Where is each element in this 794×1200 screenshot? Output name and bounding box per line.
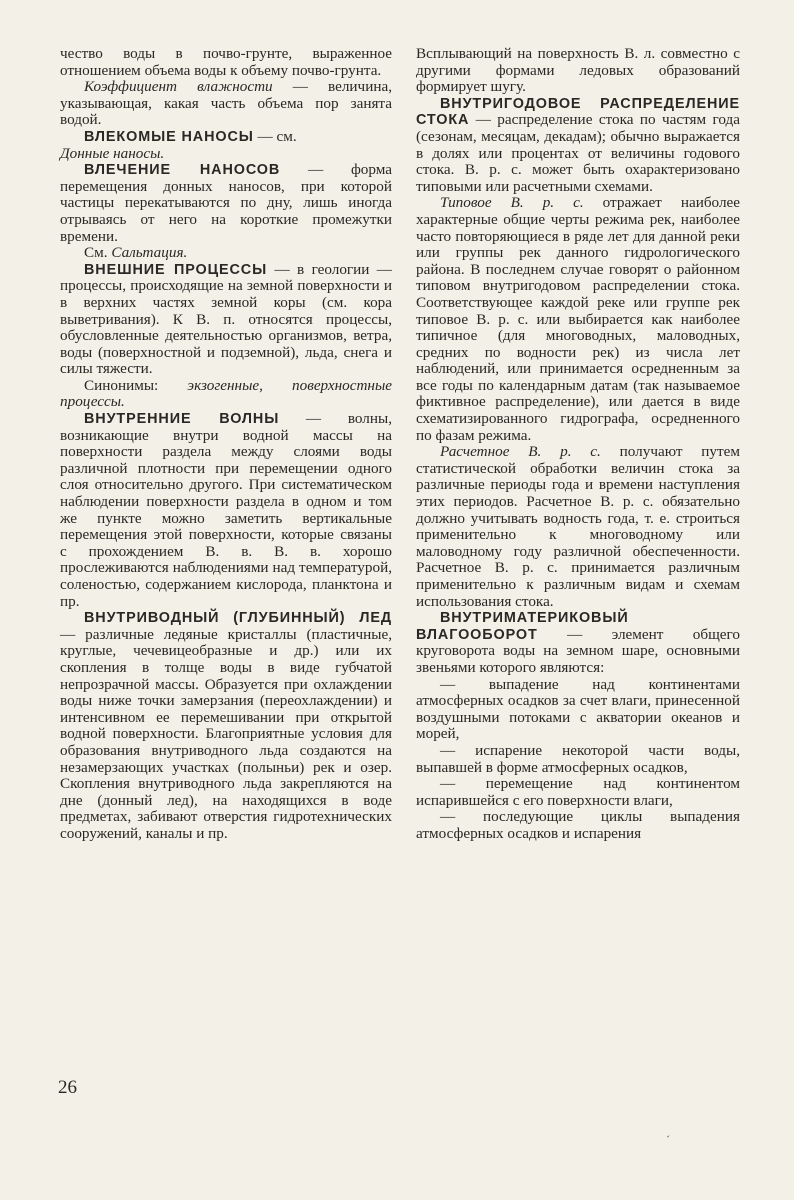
- list-item: — последующие циклы выпадения атмосферных осадков и испарения: [416, 808, 740, 842]
- subentry-tipovoe: Типовое В. р. с. отражает наиболее характерные общие черты режима рек, наиболее часто повторяющиеся в ряде лет для данной реки или группы рек данного гидрологического района. В последнем случае говорят о районном типовом внутригодовом распределении стока. Соответствующее каждой реке или группе рек типовое В. р. с. или выбирается как наиболее типичное (для многоводных, маловодных, средних по водности рек) из числа лет наблюдений, или принимается осредненным за все годы по календарным датам (так называемое фиктивное распределение), или дается в виде схематизированного гидрографа, осредненного по фазам режима.: [416, 194, 741, 444]
- entry-term: ВЛЕКОМЫЕ НАНОСЫ: [84, 128, 254, 145]
- entry-term: ВНУТРЕННИЕ ВОЛНЫ: [84, 411, 280, 428]
- entry-vneshnie-processy: ВНЕШНИЕ ПРОЦЕССЫ — в геологии — процессы, происходящие на земной поверхности и в верхних частях земной коры (см. кора выветривания). К В. п. относятся процессы, обусловленные деятельностью организмов, ветра, воды (поверхностной и подземной), льда, снега и силы тяжести.: [60, 260, 392, 378]
- cross-reference: Сальтация.: [111, 244, 188, 262]
- list-item: — выпадение над континентами атмосферных осадков за счет влаги, принесенной воздушными потоками с акватории океанов и морей,: [416, 675, 740, 743]
- list-item: — перемещение над континентом испарившейся с его поверхности влаги,: [416, 775, 740, 809]
- synonyms: Синонимы: экзогенные, поверхностные процессы.: [60, 376, 392, 411]
- cross-reference: Донные наносы.: [60, 144, 165, 162]
- entry-vnutrivodnyi-led: ВНУТРИВОДНЫЙ (ГЛУБИННЫЙ) ЛЕД — различные ледяные кристаллы (пластичные, круглые, чечевицеобразные и др.) или их скопления в толще воды в виде губчатой непрозрачной массы. Образуется при охлаждении воды ниже точки замерзания (переохлаждении) и интенсивном ее перемешивании при открытой водной поверхности. Благоприятные условия для образования внутриводного льда создаются на незамерзающих участках (полыньи) рек и озер. Скопления внутриводного льда закрепляются на дне (донный лед), на находящихся в воде предметах, забивают отверстия гидротехнических сооружений, каналы и пр.: [60, 610, 392, 842]
- entry-term: ВНУТРИМАТЕРИКОВЫЙ ВЛАГООБОРОТ: [416, 610, 629, 643]
- list-item: — испарение некоторой части воды, выпавшей в форме атмосферных осадков,: [416, 741, 740, 776]
- page-number: 26: [58, 1077, 77, 1098]
- see-also: См. Сальтация.: [84, 244, 188, 262]
- subterm: Расчетное В. р. с.: [440, 443, 601, 461]
- entry-vnutrigodovoe-raspredelenie-stoka: ВНУТРИГОДОВОЕ РАСПРЕДЕЛЕНИЕ СТОКА — распределение стока по частям года (сезонам, месяцам, декадам); обычно выражается в долях или процентах от величины годового стока. В. р. с. может быть охарактеризовано типовыми или расчетными схемами.: [416, 95, 740, 195]
- entry-koefficient-vlazhnosti: Коэффициент влажности — величина, указывающая, какая часть объема пор занята водой.: [60, 78, 392, 129]
- entry-term: ВНЕШНИЕ ПРОЦЕССЫ: [84, 261, 268, 278]
- continued-paragraph: чество воды в почво-грунте, выраженное отношением объема воды к объему почво-грунта.: [60, 45, 392, 79]
- entry-vnutrimaterikovyi-vlagooborot: ВНУТРИМАТЕРИКОВЫЙ ВЛАГООБОРОТ — элемент общего круговорота воды на земном шаре, основными звеньями которого являются:: [416, 610, 740, 676]
- continued-paragraph: Всплывающий на поверхность В. л. совместно с другими формами ледовых образований формирует шугу.: [416, 45, 740, 96]
- entry-vlechenie-nanosov: ВЛЕЧЕНИЕ НАНОСОВ — форма перемещения донных наносов, при которой частицы перекатываются по дну, лишь иногда отрываясь от него на короткие промежутки времени.: [60, 161, 392, 245]
- subterm: Типовое В. р. с.: [440, 194, 584, 212]
- subterm: Коэффициент влажности: [84, 78, 273, 96]
- entry-term: ВНУТРИГОДОВОЕ РАСПРЕДЕЛЕНИЕ СТОКА: [416, 95, 740, 129]
- print-speck: ´: [666, 1133, 670, 1147]
- entry-term: ВЛЕЧЕНИЕ НАНОСОВ: [84, 162, 281, 179]
- subentry-raschetnoe: Расчетное В. р. с. получают путем статистической обработки величин стока за различные периоды года и времени наступления этих периодов. Расчетное В. р. с. обязательно должно учитывать водность года, т. е. строиться применительно к многоводному или маловодному году различной обеспеченности. Расчетное В. р. с. принимается различным применительно к различным видам и схемам использования стока.: [416, 443, 740, 610]
- entry-vnutrennie-volny: ВНУТРЕННИЕ ВОЛНЫ — волны, возникающие внутри водной массы на поверхности раздела между слоями воды различной плотности при перемещении одного слоя относительно другого. При систематическом наблюдении поверхности раздела в одном и том же пункте можно заметить вертикальные перемещения этой поверхности, которые связаны с прохождением В. в. В. в. хорошо прослеживаются наблюдениями над температурой, соленостью, содержанием кислорода, планктона и пр.: [60, 410, 393, 610]
- left-column: [60, 46, 392, 843]
- entry-term: ВНУТРИВОДНЫЙ (ГЛУБИННЫЙ) ЛЕД: [84, 610, 392, 627]
- right-column: [416, 46, 740, 843]
- entry-vlekomye-nanosy: ВЛЕКОМЫЕ НАНОСЫ — см. Донные наносы.: [60, 127, 297, 162]
- cross-reference: экзогенные, поверхностные процессы.: [60, 376, 392, 411]
